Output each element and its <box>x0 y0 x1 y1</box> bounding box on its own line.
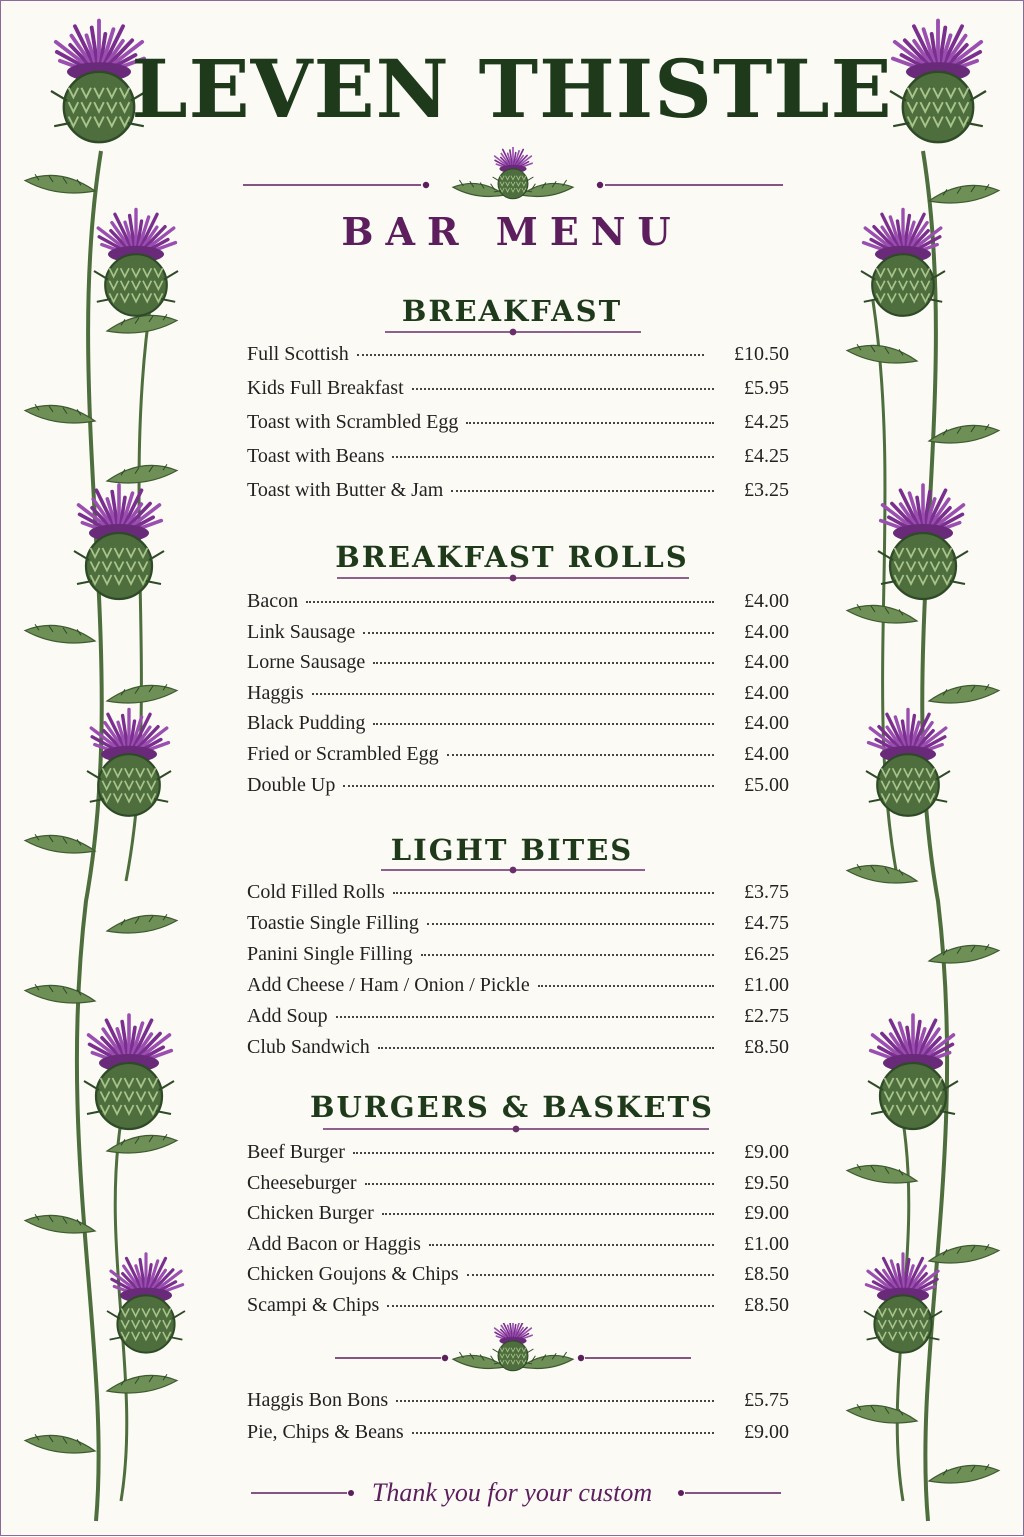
dot-leader <box>363 632 714 634</box>
dot-leader <box>392 456 714 458</box>
heading-divider <box>381 863 645 879</box>
menu-item <box>247 651 789 682</box>
page-title: LEVEN THISTLE <box>131 42 893 136</box>
menu-item <box>247 974 789 1005</box>
menu-item <box>247 411 789 445</box>
menu-item <box>247 682 789 713</box>
menu-item-price: £9.00 <box>744 1202 789 1225</box>
menu-item-name: Add Bacon or Haggis <box>247 1232 421 1255</box>
menu-item-price: £8.50 <box>744 1036 789 1058</box>
dot-leader <box>538 985 714 987</box>
menu-item-name: Kids Full Breakfast <box>247 377 404 399</box>
section-list-extras <box>247 1389 789 1453</box>
menu-item-price: £4.25 <box>744 445 789 467</box>
dot-leader <box>373 723 714 725</box>
menu-item <box>247 1389 789 1421</box>
dot-leader <box>353 1152 714 1154</box>
menu-item <box>247 1005 789 1036</box>
menu-item <box>247 912 789 943</box>
menu-item-name: Toast with Scrambled Egg <box>247 411 459 433</box>
footer-message: Thank you for your custom <box>371 1478 653 1507</box>
menu-item-price: £2.75 <box>744 1005 789 1027</box>
menu-item-name: Haggis Bon Bons <box>247 1389 389 1411</box>
heading-divider <box>323 1122 709 1138</box>
menu-item-price: £10.50 <box>734 343 789 365</box>
dot-leader <box>447 754 714 756</box>
dot-leader <box>467 1274 714 1276</box>
menu-item-name: Add Cheese / Ham / Onion / Pickle <box>247 974 530 996</box>
dot-leader <box>396 1400 714 1402</box>
heading-divider <box>385 325 641 341</box>
menu-item-price: £9.00 <box>744 1421 789 1443</box>
menu-item <box>247 743 789 774</box>
dot-leader <box>306 601 714 603</box>
menu-item <box>247 479 789 513</box>
menu-item-price: £1.00 <box>744 974 789 996</box>
menu-item-price: £4.00 <box>744 742 789 765</box>
menu-item <box>247 774 789 805</box>
menu-item-price: £8.50 <box>744 1293 789 1316</box>
menu-item <box>247 1141 789 1172</box>
thistle-ornament <box>453 147 573 199</box>
menu-item <box>247 1294 789 1325</box>
menu-item-name: Chicken Goujons & Chips <box>247 1263 459 1286</box>
menu-item-price: £9.00 <box>744 1141 789 1163</box>
menu-item <box>247 881 789 912</box>
menu-item-name: Toast with Butter & Jam <box>247 479 444 501</box>
dot-leader <box>387 1305 714 1307</box>
section-list-burgers-baskets <box>247 1141 789 1325</box>
menu-item-name: Beef Burger <box>247 1141 345 1163</box>
menu-item <box>247 621 789 652</box>
dot-leader <box>427 923 714 925</box>
menu-item-name: Club Sandwich <box>247 1036 370 1058</box>
section-heading-burgers-baskets: BURGERS & BASKETS <box>310 1090 714 1124</box>
section-list-breakfast-rolls <box>247 590 789 804</box>
dot-leader <box>373 662 714 664</box>
dot-leader <box>412 1432 714 1434</box>
menu-item-price: £5.75 <box>744 1389 789 1411</box>
menu-item-name: Black Pudding <box>247 712 366 735</box>
menu-item-name: Toast with Beans <box>247 445 385 467</box>
menu-item-name: Cold Filled Rolls <box>247 881 385 903</box>
thistle-ornament-top-icon <box>1 147 1024 217</box>
menu-item-price: £4.00 <box>744 620 789 643</box>
menu-item-price: £4.00 <box>744 651 789 674</box>
menu-item-name: Double Up <box>247 773 336 796</box>
menu-item-price: £1.00 <box>744 1232 789 1255</box>
dot-leader <box>343 785 714 787</box>
section-list-breakfast <box>247 343 789 513</box>
menu-item-price: £6.25 <box>744 943 789 965</box>
menu-item-price: £4.00 <box>744 590 789 612</box>
menu-item-price: £4.00 <box>744 712 789 735</box>
menu-item <box>247 1202 789 1233</box>
dot-leader <box>412 388 714 390</box>
section-heading-breakfast: BREAKFAST <box>401 294 623 328</box>
menu-item-name: Bacon <box>247 590 299 612</box>
menu-item-name: Panini Single Filling <box>247 943 413 965</box>
section-heading-light-bites: LIGHT BITES <box>390 833 634 867</box>
menu-item-price: £4.75 <box>744 912 789 934</box>
dot-leader <box>378 1047 714 1049</box>
heading-divider <box>337 571 689 587</box>
menu-item-name: Scampi & Chips <box>247 1293 380 1316</box>
menu-item <box>247 1172 789 1203</box>
section-heading-breakfast-rolls: BREAKFAST ROLLS <box>335 540 689 574</box>
dot-leader <box>357 354 704 356</box>
menu-item-name: Pie, Chips & Beans <box>247 1421 404 1443</box>
dot-leader <box>429 1244 714 1246</box>
menu-item-name: Fried or Scrambled Egg <box>247 742 439 765</box>
menu-item-name: Chicken Burger <box>247 1202 374 1225</box>
menu-item <box>247 1233 789 1264</box>
menu-item-name: Toastie Single Filling <box>247 912 419 934</box>
dot-leader <box>393 892 714 894</box>
thistle-ornament <box>453 1323 573 1371</box>
menu-item-price: £8.50 <box>744 1263 789 1286</box>
menu-item <box>247 343 789 377</box>
dot-leader <box>312 693 714 695</box>
menu-item-name: Cheeseburger <box>247 1171 357 1194</box>
menu-item <box>247 943 789 974</box>
dot-leader <box>451 490 714 492</box>
dot-leader <box>365 1183 714 1185</box>
menu-item-price: £5.95 <box>744 377 789 399</box>
menu-item-name: Full Scottish <box>247 343 349 365</box>
menu-item-price: £4.25 <box>744 411 789 433</box>
menu-item <box>247 445 789 479</box>
menu-item-price: £3.75 <box>744 881 789 903</box>
dot-leader <box>382 1213 714 1215</box>
menu-item <box>247 1263 789 1294</box>
dot-leader <box>421 954 714 956</box>
thistle-ornament-bottom-icon <box>1 1323 1024 1385</box>
menu-item <box>247 712 789 743</box>
menu-item <box>247 1421 789 1453</box>
menu-item-price: £4.00 <box>744 681 789 704</box>
menu-item-price: £3.25 <box>744 479 789 501</box>
menu-item-name: Link Sausage <box>247 620 356 643</box>
menu-item-name: Lorne Sausage <box>247 651 366 674</box>
menu-item <box>247 377 789 411</box>
menu-item <box>247 590 789 621</box>
dot-leader <box>336 1016 714 1018</box>
menu-item-price: £5.00 <box>744 773 789 796</box>
menu-item <box>247 1036 789 1067</box>
menu-item-name: Add Soup <box>247 1005 328 1027</box>
menu-item-price: £9.50 <box>744 1171 789 1194</box>
menu-subtitle: BAR MENU <box>341 209 683 254</box>
menu-item-name: Haggis <box>247 681 304 704</box>
dot-leader <box>466 422 714 424</box>
section-list-light-bites <box>247 881 789 1067</box>
